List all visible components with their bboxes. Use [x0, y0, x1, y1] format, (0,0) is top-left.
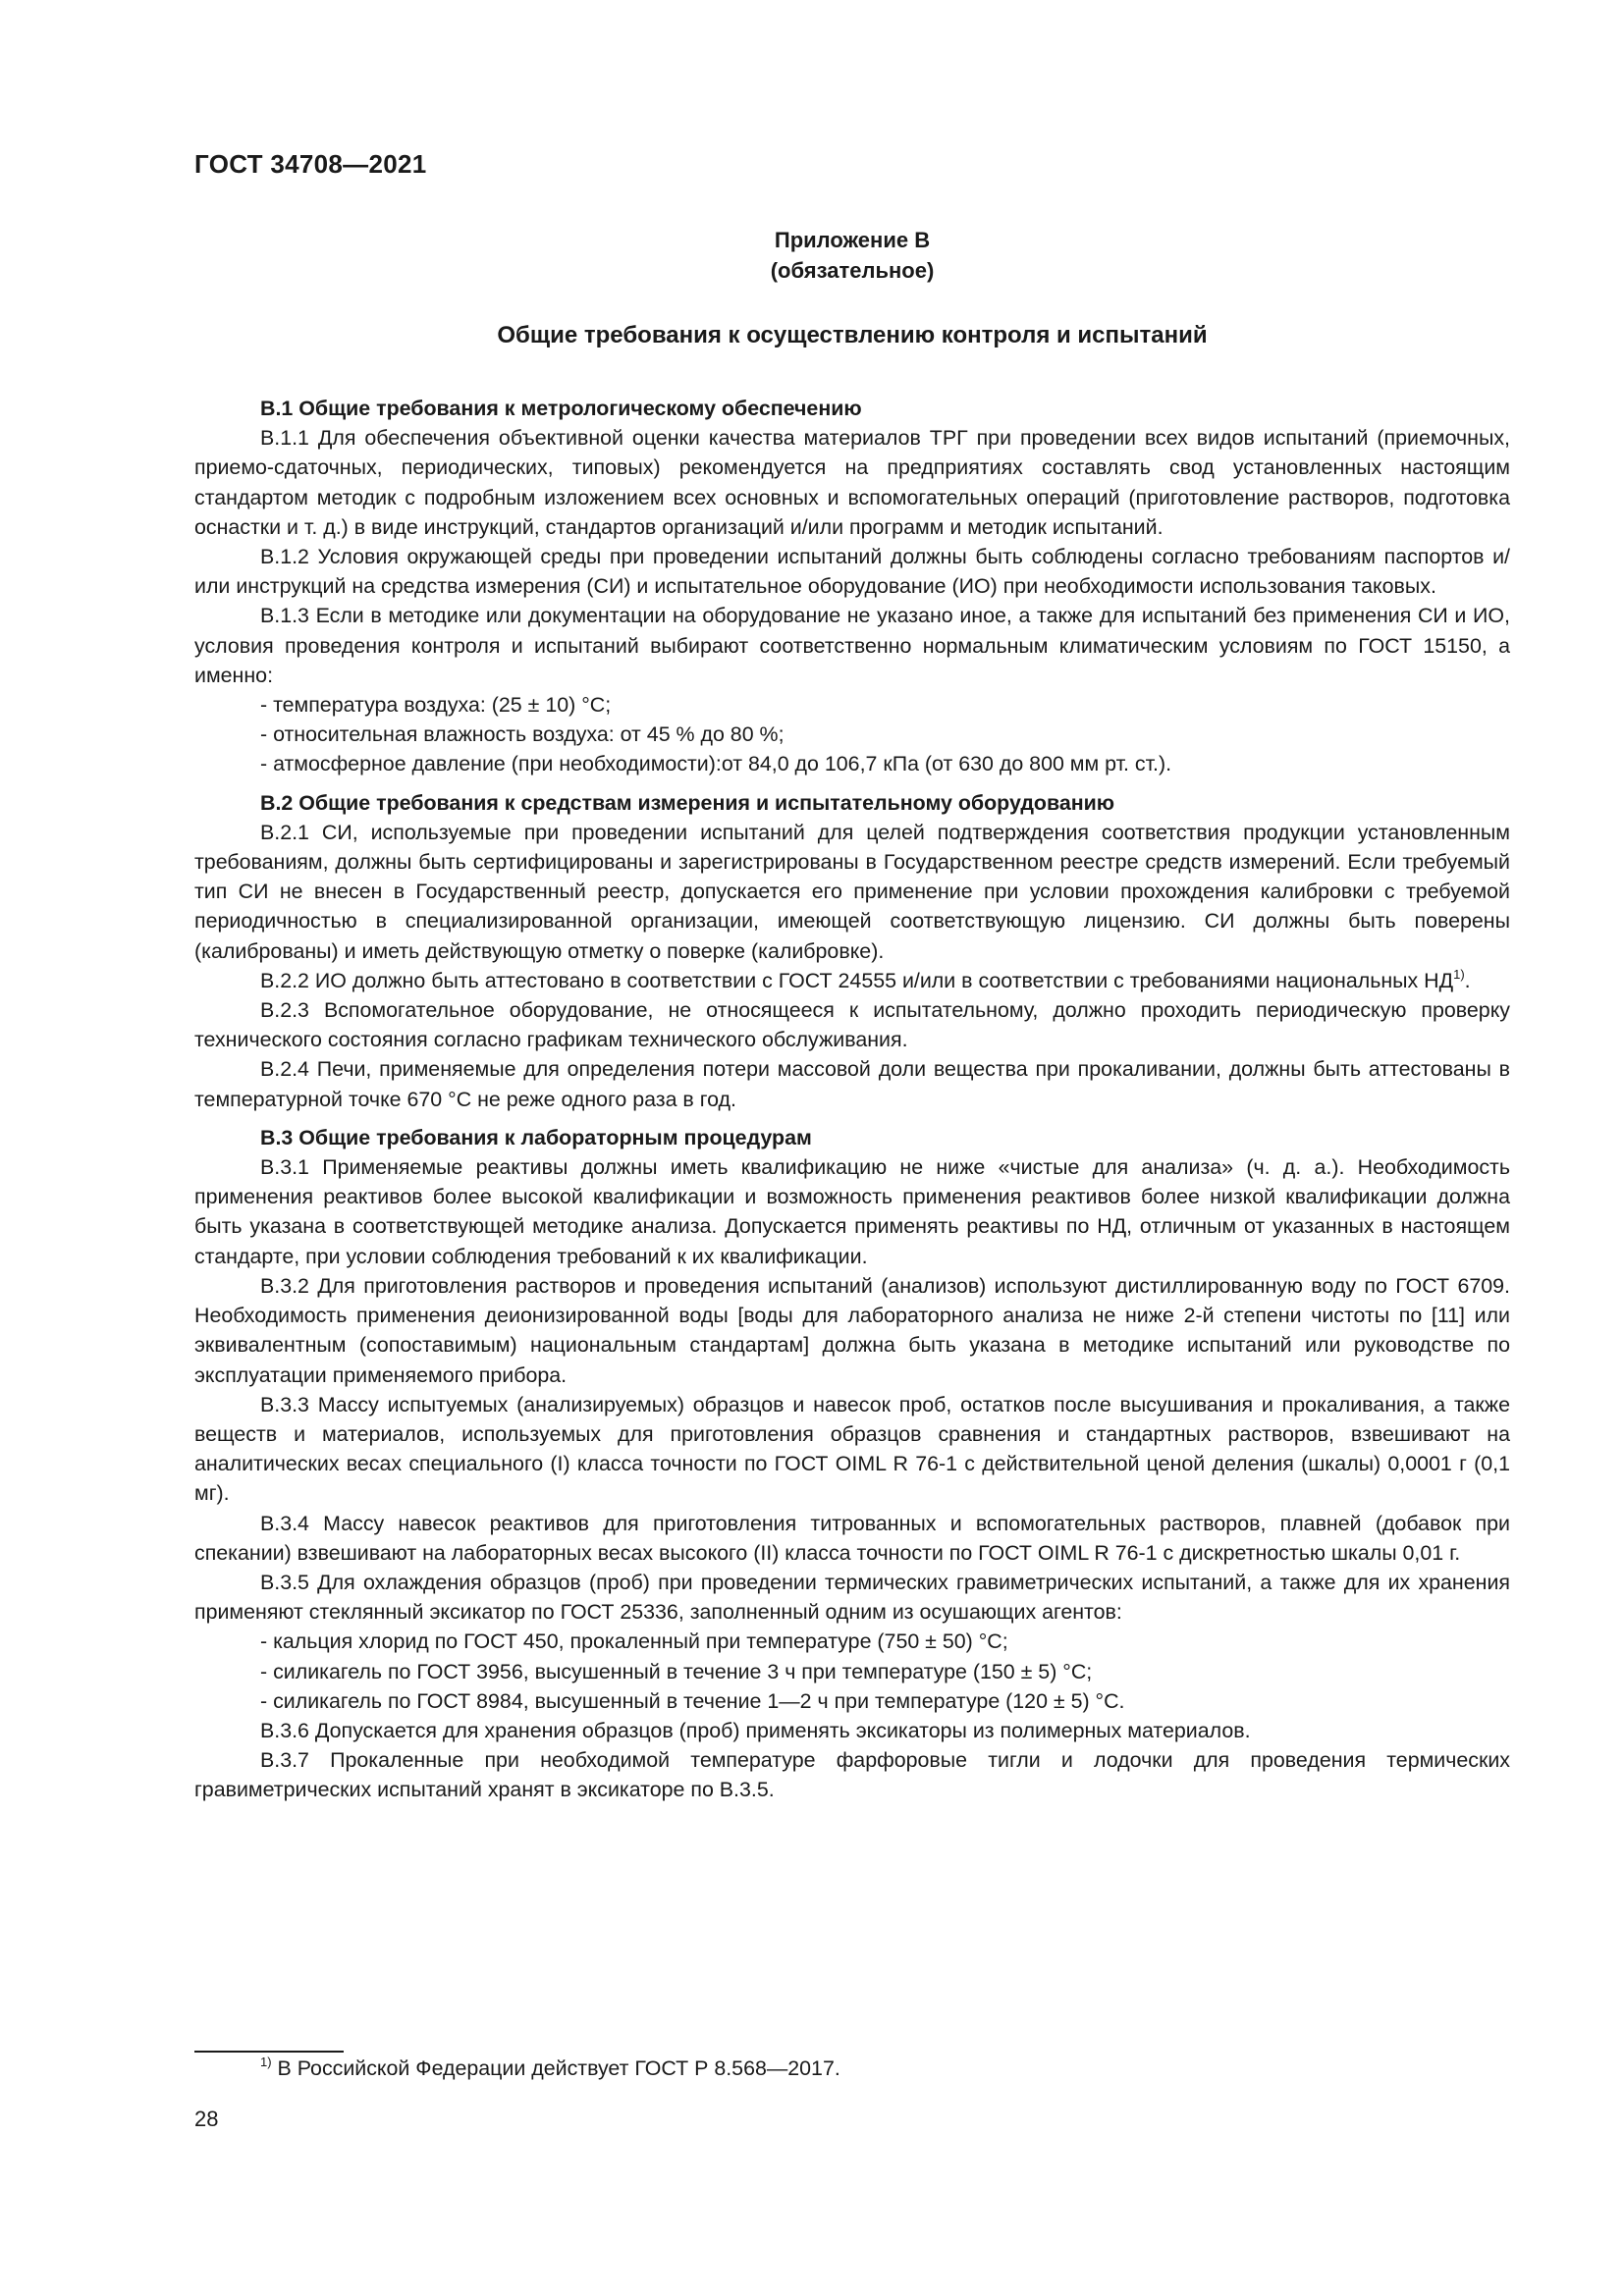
list-item: - кальция хлорид по ГОСТ 450, прокаленный при температуре (750 ± 50) °С;: [260, 1629, 1008, 1654]
paragraph: В.3.7 Прокаленные при необходимой температуре фарфоровые тигли и лодочки для проведения термических гравиметрических испытаний хранят в эксикаторе по В.3.5.: [194, 1748, 1510, 1802]
paragraph: В.1.2 Условия окружающей среды при проведении испытаний должны быть соблюдены согласно требованиям паспортов и/или инструкций на средства измерения (СИ) и испытательное оборудование (ИО) при необходимости использования таковых.: [194, 545, 1510, 599]
paragraph: В.2.1 СИ, используемые при проведении испытаний для целей подтверждения соответствия продукции установленным требованиям, должны быть сертифицированы и зарегистрированы в Государственном реестре средств измерений. Если требуемый тип СИ не внесен в Государственный реестр, допускается его применение при условии прохождения калибровки с требуемой периодичностью в специализированной организации, имеющей соответствующую лицензию. СИ должны быть поверены (калиброваны) и иметь действующую отметку о поверке (калибровке).: [194, 820, 1510, 963]
list-item: - силикагель по ГОСТ 8984, высушенный в течение 1—2 ч при температуре (120 ± 5) °С.: [260, 1688, 1125, 1713]
paragraph: В.3.1 Применяемые реактивы должны иметь квалификацию не ниже «чистые для анализа» (ч. д. а.). Необходимость применения реактивов более высокой квалификации и возможность применения реактивов более низкой квалификации должна быть указана в соответствующей методике анализа. Допускается применять реактивы по НД, отличным от указанных в настоящем стандарте, при условии соблюдения требований к их квалификации.: [194, 1155, 1510, 1268]
annex-heading: Общие требования к осуществлению контроля и испытаний: [497, 322, 1208, 348]
page-number: 28: [194, 2107, 219, 2131]
paragraph: В.3.6 Допускается для хранения образцов (проб) применять эксикаторы из полимерных материалов.: [260, 1718, 1251, 1742]
footnote-text: В Российской Федерации действует ГОСТ Р 8.568—2017.: [271, 2056, 840, 2080]
paragraph-end: .: [1464, 968, 1471, 992]
section-heading: В.2 Общие требования к средствам измерения и испытательному оборудованию: [260, 790, 1115, 815]
paragraph: В.1.3 Если в методике или документации на оборудование не указано иное, а также для испытаний без применения СИ и ИО, условия проведения контроля и испытаний выбирают соответственно нормальным климатическим условиям по ГОСТ 15150, а именно:: [194, 604, 1510, 687]
document-code: ГОСТ 34708—2021: [194, 149, 427, 179]
paragraph: В.1.1 Для обеспечения объективной оценки качества материалов ТРГ при проведении всех видов испытаний (приемочных, приемо-сдаточных, периодических, типовых) рекомендуется на предприятиях составлять свод установленных настоящим стандартом методик с подробным изложением всех основных и вспомогательных операций (приготовление растворов, подготовка оснастки и т. д.) в виде инструкций, стандартов организаций и/или программ и методик испытаний.: [194, 426, 1510, 539]
footnote: [260, 2056, 840, 2081]
paragraph: В.2.3 Вспомогательное оборудование, не относящееся к испытательному, должно проходить периодическую проверку технического состояния согласно графикам технического обслуживания.: [194, 998, 1510, 1052]
paragraph: В.3.3 Массу испытуемых (анализируемых) образцов и навесок проб, остатков после высушивания и прокаливания, а также веществ и материалов, используемых для приготовления образцов сравнения и стандартных растворов, взвешивают на аналитических весах специального (I) класса точности по ГОСТ OIML R 76-1 с действительной ценой деления (шкалы) 0,0001 г (0,1 мг).: [194, 1392, 1510, 1506]
annex-title: Приложение В: [774, 228, 931, 252]
paragraph: В.3.4 Массу навесок реактивов для приготовления титрованных и вспомогательных растворов, плавней (добавок при спекании) взвешивают на лабораторных весах высокого (II) класса точности по ГОСТ OIML R 76-1 с дискретностью шкалы 0,01 г.: [194, 1511, 1510, 1565]
footnote-divider: [194, 2051, 344, 2053]
list-item: - относительная влажность воздуха: от 45 % до 80 %;: [260, 722, 785, 747]
list-item: - атмосферное давление (при необходимости):от 84,0 до 106,7 кПа (от 630 до 800 мм рт. ст.).: [260, 752, 1172, 776]
list-item: - силикагель по ГОСТ 3956, высушенный в течение 3 ч при температуре (150 ± 5) °С;: [260, 1659, 1093, 1683]
section-heading: В.1 Общие требования к метрологическому обеспечению: [260, 397, 862, 420]
paragraph: [194, 966, 1510, 995]
document-body: [194, 394, 1510, 1805]
paragraph: В.3.5 Для охлаждения образцов (проб) при проведении термических гравиметрических испытаний, а также для их хранения применяют стеклянный эксикатор по ГОСТ 25336, заполненный одним из осушающих агентов:: [194, 1570, 1510, 1625]
paragraph-text: В.2.2 ИО должно быть аттестовано в соответствии с ГОСТ 24555 и/или в соответствии с требованиями национальных НД: [260, 968, 1454, 992]
section-heading: В.3 Общие требования к лабораторным процедурам: [260, 1125, 812, 1149]
list-item: - температура воздуха: (25 ± 10) °С;: [260, 693, 612, 718]
footnote-reference[interactable]: 1): [1453, 966, 1465, 982]
paragraph: В.2.4 Печи, применяемые для определения потери массовой доли вещества при прокаливании, должны быть аттестованы в температурной точке 670 °С не реже одного раза в год.: [194, 1057, 1510, 1111]
annex-type: (обязательное): [770, 258, 935, 283]
footnote-mark: 1): [260, 2055, 272, 2069]
paragraph: В.3.2 Для приготовления растворов и проведения испытаний (анализов) используют дистиллированную воду по ГОСТ 6709. Необходимость применения деионизированной воды [воды для лабораторного анализа не ниже 2-й степени чистоты по [11] или эквивалентным (сопоставимым) национальным стандартам] должна быть указана в методике испытаний или руководстве по эксплуатации применяемого прибора.: [194, 1273, 1510, 1387]
